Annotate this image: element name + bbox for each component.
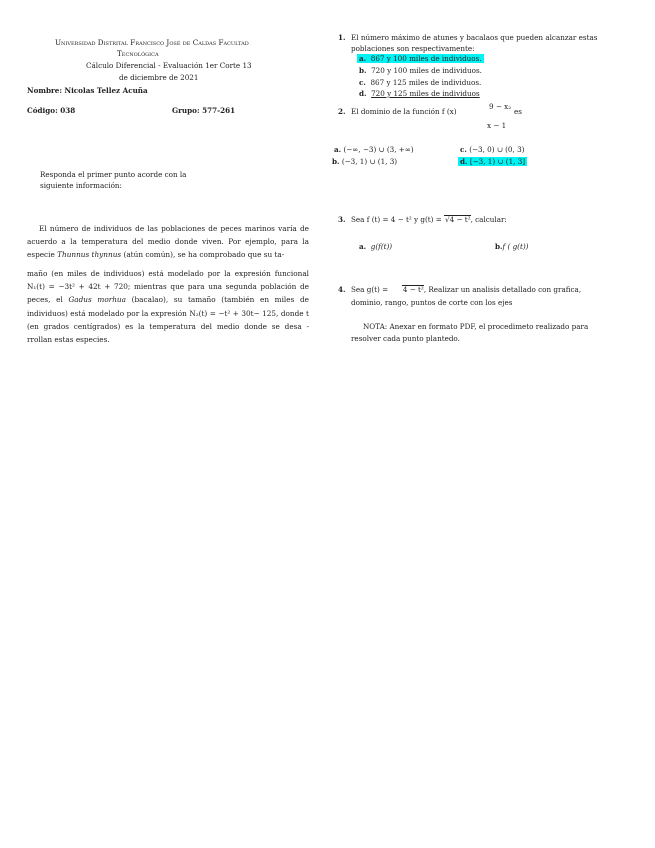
q1-option-d-text: 720 y 125 miles de individuos <box>371 89 480 98</box>
q1-option-c-label: c. <box>359 78 366 87</box>
q3-option-a-label: a. <box>359 242 367 251</box>
q1-option-b-label: b. <box>359 66 367 75</box>
q1-option-b-text: 720 y 100 miles de individuos. <box>371 66 482 75</box>
q3-option-a-text: g(f(t)) <box>370 242 393 251</box>
q2-option-b-text: (−3, 1) ∪ (1, 3) <box>341 157 398 166</box>
q3-number: 3. <box>338 215 346 224</box>
instruction-line-1: Responda el primer punto acorde con la <box>40 170 187 179</box>
q4-sqrt <box>402 285 424 294</box>
note-line-1: NOTA: Anexar en formato PDF, el procedimeto realizado para <box>363 322 589 331</box>
q3-text <box>351 215 507 224</box>
q1-option-a-label: a. <box>359 54 367 63</box>
paragraph-2-mid: (bacalao), su tamaño (también en miles de individuos) está modelado por la expresión <box>27 295 309 318</box>
q3-option-b-text: f ( g(t)) <box>502 242 529 251</box>
paragraph-2-formula: N₁(t) = −3t² + 42t + 720; mientras que para una segunda población de peces, el <box>27 282 309 305</box>
q2-option-a-text: (−∞, −3) ∪ (3, +∞) <box>343 145 414 154</box>
species-thunnus: Thunnus thynnus <box>57 250 122 260</box>
q2-numerator: 9 − x₂ <box>489 102 512 111</box>
context-paragraph-1 <box>27 222 309 262</box>
q4-number: 4. <box>338 285 346 294</box>
q4-text-start: Sea g(t) = <box>351 285 389 294</box>
q3-text-start: Sea f (t) = 4 − t² y g(t) = <box>351 215 442 224</box>
q3-option-a[interactable] <box>359 242 392 251</box>
q2-option-c-label: c. <box>460 145 467 154</box>
q1-option-b[interactable] <box>359 66 482 75</box>
q1-option-a[interactable] <box>357 54 484 63</box>
note-line-2: resolver cada punto plantedo. <box>351 334 460 343</box>
paragraph-1-text: El número de individuos de las poblaciones de peces marinos varía de acuerdo a la temperatura del medio donde viven. Por ejemplo, para la especie <box>27 224 309 260</box>
q2-option-a-label: a. <box>334 145 342 154</box>
institution-line-1: Universidad Distrital Francisco José de Caldas Facultad <box>55 38 249 47</box>
q3-sqrt-radicand: 4 − t² <box>449 215 471 224</box>
student-group: Grupo: 577-261 <box>172 106 236 115</box>
q1-option-d[interactable] <box>359 89 480 98</box>
q2-option-c[interactable] <box>460 145 524 154</box>
q1-text-line-1: El número máximo de atunes y bacalaos que pueden alcanzar estas <box>351 33 598 42</box>
exam-title: Cálculo Diferencial - Evaluación 1er Corte 13 <box>86 61 252 70</box>
q2-text: El dominio de la función f (x) <box>351 107 457 116</box>
q1-option-c-text: 867 y 125 miles de individuos. <box>370 78 482 87</box>
q2-option-d-text: [−3, 1) ∪ (1, 3] <box>469 157 526 166</box>
q2-option-b-label: b. <box>332 157 340 166</box>
paragraph-1-tail: (atún común), se ha comprobado que su ta- <box>123 250 285 260</box>
q4-text-end: , Realizar un analisis detallado con grafica, <box>423 285 582 294</box>
q3-option-b[interactable] <box>495 242 528 251</box>
context-paragraph-2 <box>27 267 309 346</box>
exam-date: de diciembre de 2021 <box>119 73 199 82</box>
q2-suffix: es <box>514 107 522 116</box>
q4-text-line-2: dominio, rango, puntos de corte con los ejes <box>351 298 513 307</box>
q2-option-d-label: d. <box>460 157 468 166</box>
species-gadus: Gadus morhua <box>68 295 126 305</box>
q1-text-line-2: poblaciones son respectivamente: <box>351 44 475 53</box>
q2-option-b[interactable] <box>332 157 397 166</box>
q1-option-c[interactable] <box>359 78 481 87</box>
student-code: Código: 038 <box>27 106 76 115</box>
q4-radicand: 4 − t² <box>402 285 424 294</box>
q2-option-c-text: (−3, 0) ∪ (0, 3) <box>469 145 525 154</box>
institution-line-2: Tecnológica <box>117 49 159 58</box>
q3-text-end: , calcular: <box>470 215 507 224</box>
student-name: Nombre: Nicolas Tellez Acuña <box>27 86 148 95</box>
q4-text <box>351 285 581 294</box>
q3-option-b-label: b. <box>495 242 503 251</box>
paragraph-2-formula-2: N₂(t) = −t² + 30t− 125, donde t <box>189 308 309 318</box>
q1-number: 1. <box>338 33 346 42</box>
q3-sqrt: √4 − t² <box>445 215 471 224</box>
q2-option-a[interactable] <box>334 145 414 154</box>
q1-option-d-label: d. <box>359 89 367 98</box>
paragraph-2-line-1: maño (en miles de individuos) está modelado por la expresión funcional <box>27 269 309 278</box>
q2-denominator: x − 1 <box>487 121 507 130</box>
instruction-line-2: siguiente información: <box>40 181 122 190</box>
q2-option-d[interactable] <box>458 157 527 166</box>
q1-option-a-text: 867 y 100 miles de individuos. <box>370 54 482 63</box>
paragraph-2-end: (en grados centígrados) es la temperatura del medio donde se desa - rrollan estas especies. <box>27 321 309 345</box>
q2-number: 2. <box>338 107 346 116</box>
